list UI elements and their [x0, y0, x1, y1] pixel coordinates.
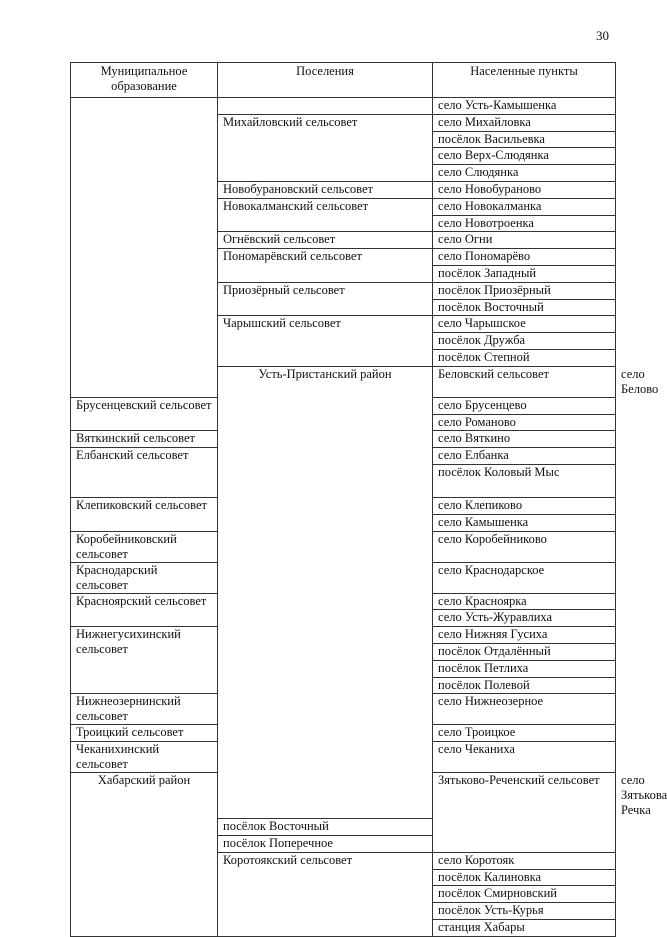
header-localities: Населенные пункты — [433, 63, 616, 98]
cell-settlement: Нижнегусихинский сельсовет — [71, 627, 218, 694]
table-row — [71, 98, 616, 115]
cell-locality: село Троицкое — [433, 725, 616, 742]
cell-locality: село Новокалманка — [433, 198, 616, 215]
cell-locality: посёлок Калиновка — [433, 869, 616, 886]
cell-municipality: Хабарский район — [71, 773, 218, 937]
cell-locality: село Брусенцево — [433, 397, 616, 414]
cell-locality: село Новобураново — [433, 181, 616, 198]
cell-locality: село Нижняя Гусиха — [433, 627, 616, 644]
cell-settlement: Беловский сельсовет — [433, 366, 616, 397]
cell-locality: село Пономарёво — [433, 249, 616, 266]
table-row: Усть-Пристанский район Беловский сельсовет село Белово — [71, 366, 616, 397]
cell-locality: посёлок Васильевка — [433, 131, 616, 148]
cell-locality: посёлок Усть-Курья — [433, 903, 616, 920]
cell-locality: село Чарышское — [433, 316, 616, 333]
cell-settlement: Зятьково-Реченский сельсовет — [433, 773, 616, 853]
cell-settlement: Брусенцевский сельсовет — [71, 397, 218, 431]
cell-locality: посёлок Степной — [433, 349, 616, 366]
cell-settlement: Коротоякский сельсовет — [218, 852, 433, 936]
cell-locality: посёлок Коловый Мыс — [433, 464, 616, 497]
cell-locality: посёлок Полевой — [433, 677, 616, 694]
cell-settlement — [218, 98, 433, 115]
cell-locality: село Верх-Слюдянка — [433, 148, 616, 165]
cell-municipality: Усть-Пристанский район — [218, 366, 433, 818]
cell-settlement: Чеканихинский сельсовет — [71, 742, 218, 773]
cell-settlement: Троицкий сельсовет — [71, 725, 218, 742]
cell-settlement: Клепиковский сельсовет — [71, 497, 218, 531]
cell-locality: село Вяткино — [433, 431, 616, 448]
table-row: Хабарский район Зятьково-Реченский сельсовет село Зятькова Речка — [71, 773, 616, 819]
cell-settlement: Вяткинский сельсовет — [71, 431, 218, 448]
cell-locality: посёлок Дружба — [433, 333, 616, 350]
settlements-table — [70, 62, 667, 937]
cell-locality: село Усть-Камышенка — [433, 98, 616, 115]
cell-settlement: Новокалманский сельсовет — [218, 198, 433, 232]
table-header-row — [71, 63, 616, 98]
cell-locality: посёлок Смирновский — [433, 886, 616, 903]
cell-settlement: Чарышский сельсовет — [218, 316, 433, 366]
cell-locality: село Красноярка — [433, 593, 616, 610]
table-body — [71, 98, 667, 937]
cell-locality: станция Хабары — [433, 919, 616, 936]
cell-locality: село Коробейниково — [433, 531, 616, 562]
cell-locality: село Елбанка — [433, 448, 616, 465]
cell-locality: село Камышенка — [433, 514, 616, 531]
cell-locality: посёлок Отдалённый — [433, 643, 616, 660]
cell-locality: посёлок Поперечное — [218, 835, 433, 852]
cell-settlement: Коробейниковский сельсовет — [71, 531, 218, 562]
cell-locality: село Усть-Журавлиха — [433, 610, 616, 627]
cell-locality: село Огни — [433, 232, 616, 249]
cell-locality: село Слюдянка — [433, 165, 616, 182]
cell-settlement: Приозёрный сельсовет — [218, 282, 433, 316]
cell-locality: село Михайловка — [433, 114, 616, 131]
cell-locality: село Клепиково — [433, 497, 616, 514]
cell-locality: посёлок Западный — [433, 265, 616, 282]
cell-locality: село Новотроенка — [433, 215, 616, 232]
cell-settlement: Новобурановский сельсовет — [218, 181, 433, 198]
cell-settlement: Нижнеозернинский сельсовет — [71, 694, 218, 725]
cell-settlement: Огнёвский сельсовет — [218, 232, 433, 249]
header-settlement: Поселения — [218, 63, 433, 98]
cell-locality: село Нижнеозерное — [433, 694, 616, 725]
cell-settlement: Красноярский сельсовет — [71, 593, 218, 627]
cell-locality: посёлок Приозёрный — [433, 282, 616, 299]
cell-locality: село Краснодарское — [433, 562, 616, 593]
header-municipality: Муниципальное образование — [71, 63, 218, 98]
cell-settlement: Михайловский сельсовет — [218, 114, 433, 181]
cell-settlement: Краснодарский сельсовет — [71, 562, 218, 593]
cell-locality: посёлок Восточный — [218, 819, 433, 836]
cell-locality: посёлок Восточный — [433, 299, 616, 316]
cell-locality: посёлок Петлиха — [433, 660, 616, 677]
cell-settlement: Пономарёвский сельсовет — [218, 249, 433, 283]
cell-locality: село Чеканиха — [433, 742, 616, 773]
page-number: 30 — [596, 28, 609, 43]
cell-locality: село Коротояк — [433, 852, 616, 869]
cell-municipality — [71, 98, 218, 398]
cell-locality: село Романово — [433, 414, 616, 431]
cell-settlement: Елбанский сельсовет — [71, 448, 218, 498]
